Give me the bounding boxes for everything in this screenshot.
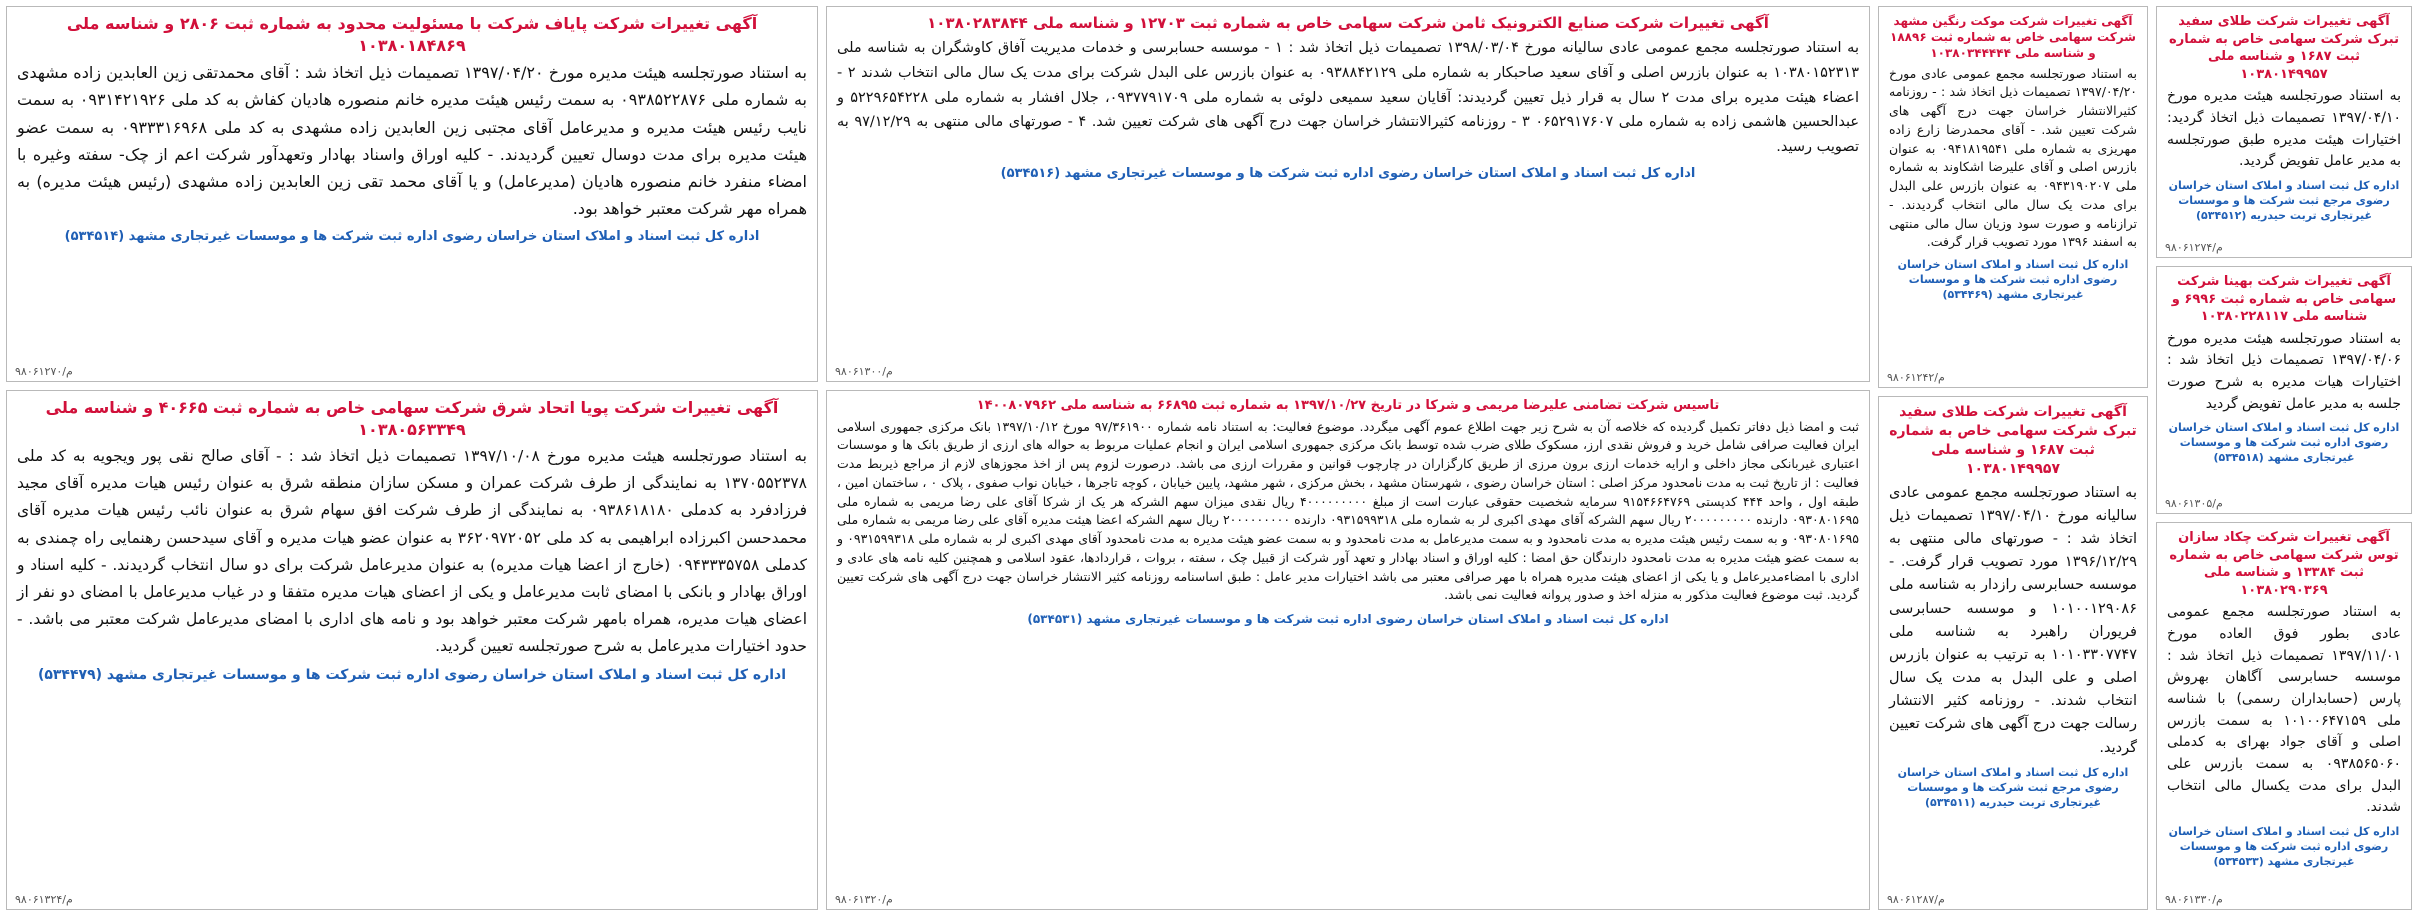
ad-footer: اداره کل ثبت اسناد و املاک استان خراسان رضوی اداره ثبت شرکت ها و موسسات غیرتجاری مشهد (۵۳۴۴۷۹) (37, 667, 787, 684)
ad-payaf (6, 6, 818, 382)
ad-body: به استناد صورتجلسه مجمع عمومی عادی بطور فوق العاده مورخ ۱۳۹۷/۱۱/۰۱ تصمیمات ذیل اتخاذ شد : موسسه حسابرسی آگاهان بهروش پارس (حسابداران رسمی) با شناسه ملی ۱۰۱۰۰۶۴۷۱۵۹ به سمت بازرس اصلی و آقای جواد بهرای به کدملی ۰۹۳۸۵۶۵۰۶۰ به سمت بازرس علی البدل برای مدت یکسال مالی انتخاب شدند. (2167, 604, 2401, 816)
ad-talaye-sefid-assembly (1878, 396, 2148, 910)
ad-code: ۹۸۰۶۱۲۷۴/م (2165, 241, 2223, 254)
ad-title: آگهی تغییرات شرکت طلای سفید تبرک شرکت سهامی خاص به شماره ثبت ۱۶۸۷ و شناسه ملی ۱۰۳۸۰۱۴۹۹۵۷ (1889, 404, 2137, 477)
ad-title: آگهی تغییرات شرکت پایاف شرکت با مسئولیت محدود به شماره ثبت ۲۸۰۶ و شناسه ملی ۱۰۳۸۰۱۸۴۸۶۹ (66, 14, 758, 55)
ad-title: آگهی تغییرات شرکت چکاد سازان توس شرکت سهامی خاص به شماره ثبت ۱۳۳۸۴ و شناسه ملی ۱۰۳۸۰۲۹۰۳۶۹ (2169, 530, 2399, 598)
ad-code: ۹۸۰۶۱۲۷۰/م (15, 365, 73, 378)
ad-title: آگهی تغییرات شرکت بهینا شرکت سهامی خاص به شماره ثبت ۶۹۹۶ و شناسه ملی ۱۰۳۸۰۲۲۸۱۱۷ (2171, 274, 2397, 325)
ad-tazamoni-maryami (826, 390, 1870, 910)
ad-code: ۹۸۰۶۱۳۰۰/م (835, 365, 893, 378)
ad-body: به استناد صورتجلسه مجمع عمومی عادی مورخ ۱۳۹۷/۰۴/۲۰ تصمیمات ذیل اتخاذ شد : - روزنامه کثیرالانتشار خراسان جهت درج آگهی های شرکت تعیین شد. - آقای محمدرضا زارع زاده مهریزی به شماره ملی ۰۹۴۱۸۱۹۵۴۱ به عنوان بازرس اصلی و آقای علیرضا اشکاوند به شماره ملی ۰۹۴۳۱۹۰۲۰۷ به عنوان بازرس علی البدل برای مدت یک سال مالی انتخاب گردیدند. - ترازنامه و صورت سود وزیان سال مالی منتهی به اسفند ۱۳۹۶ مورد تصویب قرار گرفت. (1889, 65, 2138, 250)
ad-body: به استناد صورتجلسه هیئت مدیره مورخ ۱۳۹۷/۰۴/۰۶ تصمیمات ذیل اتخاذ شد : اختیارات هیات مدیره به شرح صورت جلسه به مدیر عامل تفویض گردید (2167, 330, 2401, 412)
ad-footer: اداره کل ثبت اسناد و املاک استان خراسان رضوی مرجع ثبت شرکت ها و موسسات غیرتجاری تربت حیدریه (۵۳۴۵۱۱) (1897, 765, 2129, 809)
ad-title: تاسیس شرکت تضامنی علیرضا مریمی و شرکا در تاریخ ۱۳۹۷/۱۰/۲۷ به شماره ثبت ۶۶۸۹۵ به شناسه ملی ۱۴۰۰۸۰۷۹۶۲ (976, 398, 1720, 413)
ad-code: ۹۸۰۶۱۳۲۰/م (835, 893, 893, 906)
ad-behina (2156, 266, 2412, 514)
ad-code: ۹۸۰۶۱۳۲۴/م (15, 893, 73, 906)
ad-footer: اداره کل ثبت اسناد و املاک استان خراسان رضوی اداره ثبت شرکت ها و موسسات غیرتجاری مشهد (۵۳۴۵۱۶) (1000, 166, 1696, 182)
ad-pouya-ettehad-shargh (6, 390, 818, 910)
ad-footer: اداره کل ثبت اسناد و املاک استان خراسان رضوی اداره ثبت شرکت ها و موسسات غیرتجاری مشهد (۵۳۴۵۱۸) (2168, 421, 2400, 465)
ad-code: ۹۸۰۶۱۲۴۲/م (1887, 371, 1945, 384)
ad-body: به استناد صورتجلسه هیئت مدیره مورخ ۱۳۹۷/۰۴/۱۰ تصمیمات ذیل اتخاذ گردید: اختیارات هیئت مدیره طبق صورتجلسه به مدیر عامل تفویض گردید. (2167, 88, 2401, 170)
ad-sanaye-electronic-samen (826, 6, 1870, 382)
ad-title: آگهی تغییرات شرکت موکت رنگین مشهد شرکت سهامی خاص به شماره ثبت ۱۸۸۹۶ و شناسه ملی ۱۰۳۸۰۳۴۴۴۴۴ (1890, 14, 2136, 61)
ad-talaye-sefid-board (2156, 6, 2412, 258)
ad-code: ۹۸۰۶۱۲۸۷/م (1887, 893, 1945, 906)
ad-body: ثبت و امضا ذیل دفاتر تکمیل گردیده که خلاصه آن به شرح زیر جهت اطلاع عموم آگهی میگردد. موضوع فعالیت: به استناد نامه شماره ۹۷/۳۶۱۹۰۰ مورخ ۱۳۹۷/۱۰/۱۲ بانک مرکزی جمهوری اسلامی ایران فعالیت صرافی شامل خرید و فروش نقدی ارز، مسکوک طلای ضرب شده توسط بانک مرکزی جمهوری اسلامی ایران و انجام عملیات مربوط به حواله های ارزی از طریق بانک ها و موسسات اعتباری غیربانکی مجاز داخلی و ارایه خدمات ارزی برون مرزی از طریق کارگزاران در چارچوب قوانین و مقررات ارزی می باشد. درصورت لزوم پس از اخذ مجوزهای لازم از مراجع ذیربط مدت فعالیت : از تاریخ ثبت به مدت نامحدود مرکز اصلی : استان خراسان رضوی ، شهرستان مشهد ، بخش مرکزی ، شهر مشهد، پایین خیابان ، کوچه تاجرها ، خیابان نواب صفوی ، پلاک ۰ ، ساختمان امین ، طبقه اول ، واحد ۴۴۴ کدپستی ۹۱۵۴۶۶۴۷۶۹ سرمایه شخصیت حقوقی عبارت است از مبلغ ۴۰۰۰۰۰۰۰۰۰ ریال نقدی میزان سهم الشرکه هر یک از شرکا آقای علی رضا مریمی به شماره ملی ۰۹۳۰۸۰۱۶۹۵ دارنده ۲۰۰۰۰۰۰۰۰۰ ریال سهم الشرکه آقای مهدی اکبری لر به شماره ملی ۰۹۳۱۵۹۹۳۱۸ دارنده ۲۰۰۰۰۰۰۰۰۰ ریال سهم الشرکه اعضا هیئت مدیره آقای علی رضا مریمی به شماره ملی ۰۹۳۰۸۰۱۶۹۵ و به سمت رئیس هیئت مدیره به مدت نامحدود و به سمت مدیرعامل به مدت نامحدود و به سمت عضو هیئت مدیره به مدت نامحدود آقای مهدی اکبری لر به شماره ملی ۰۹۳۱۵۹۹۳۱۸ و به سمت عضو هیئت مدیره به مدت نامحدود دارندگان حق امضا : کلیه اوراق و اسناد بهادار و تعهد آور شرکت از قبیل چک ، سفته ، بروات ، قراردادها، عقود اسلامی و همچنین کلیه نامه های عادی و اداری با امضاءمدیرعامل و یا یکی از اعضای هیئت مدیره همراه با مهر صرافی معتبر می باشد اختیارات مدیر عامل : طبق اساسنامه روزنامه کثیر الانتشار خراسان جهت درج آگهی های شرکت تعیین گردید. ثبت موضوع فعالیت مذکور به منزله اخذ و صدور پروانه فعالیت نمی باشد. (837, 418, 1860, 603)
ad-footer: اداره کل ثبت اسناد و املاک استان خراسان رضوی اداره ثبت شرکت ها و موسسات غیرتجاری مشهد (۵۳۴۵۳۱) (1027, 612, 1669, 627)
ad-body: به استناد صورتجلسه مجمع عمومی عادی سالیانه مورخ ۱۳۹۸/۰۳/۰۴ تصمیمات ذیل اتخاذ شد : ۱ - موسسه حسابرسی و خدمات مدیریت آفاق کاوشگران به شناسه ملی ۱۰۳۸۰۱۵۲۳۱۳ به عنوان بازرس اصلی و آقای سعید صاحبکار به شماره ملی ۰۹۳۸۸۴۲۱۲۹ به عنوان بازرس علی البدل شرکت برای مدت یک سال مالی انتخاب شدند ۲ - اعضاء هیئت مدیره برای مدت ۲ سال به قرار ذیل تعیین گردیدند: آقایان سعید سمیعی دلوئی به شماره ملی ۰۹۳۷۷۹۱۷۰۹، جلال افشار به شماره ملی ۵۲۲۹۶۵۴۲۲۸ و عبدالحسین هاشمی زاده به شماره ملی ۰۶۵۲۹۱۷۶۰۷ ۳ - روزنامه کثیرالانتشار خراسان جهت درج آگهی های شرکت تعیین شد. ۴ - صورتهای مالی منتهی به ۹۷/۱۲/۲۹ به تصویب رسید. (837, 40, 1860, 155)
ad-footer: اداره کل ثبت اسناد و املاک استان خراسان رضوی اداره ثبت شرکت ها و موسسات غیرتجاری مشهد (۵۳۴۵۱۴) (64, 229, 760, 245)
ad-title: آگهی تغییرات شرکت پویا اتحاد شرق شرکت سهامی خاص به شماره ثبت ۴۰۶۶۵ و شناسه ملی ۱۰۳۸۰۵۶۳۳۴۹ (45, 398, 779, 439)
ad-footer: اداره کل ثبت اسناد و املاک استان خراسان رضوی مرجع ثبت شرکت ها و موسسات غیرتجاری تربت حیدریه (۵۳۴۵۱۲) (2168, 178, 2400, 222)
ad-moket-rangin (1878, 6, 2148, 388)
ad-title: آگهی تغییرات شرکت صنایع الکترونیک ثامن شرکت سهامی خاص به شماره ثبت ۱۲۷۰۳ و شناسه ملی ۱۰۳۸۰۲۸۳۸۴۴ (927, 14, 1769, 32)
ad-footer: اداره کل ثبت اسناد و املاک استان خراسان رضوی اداره ثبت شرکت ها و موسسات غیرتجاری مشهد (۵۳۴۴۶۹) (1897, 258, 2129, 301)
ad-body: به استناد صورتجلسه هیئت مدیره مورخ ۱۳۹۷/۱۰/۰۸ تصمیمات ذیل اتخاذ شد : - آقای صالح نقی پور ویجویه به کد ملی ۱۳۷۰۵۵۲۳۷۸ به نمایندگی از طرف شرکت عمران و مسکن سازان منطقه شرق به عنوان رئیس هیات مدیره آقای مجید فرزادفرد به کدملی ۰۹۳۸۶۱۸۱۸۰ به نمایندگی از طرف شرکت افق سهام شرق به عنوان نائب رئیس هیات مدیره آقای محمدحسن اکبرزاده ابراهیمی به کد ملی ۳۶۲۰۹۷۲۰۵۲ به عنوان عضو هیات مدیره و آقای سیدحسن رهنمایی راه چمندی به کدملی ۰۹۴۳۳۳۵۷۵۸ (خارج از اعضا هیات مدیره) به عنوان مدیرعامل شرکت برای دو سال انتخاب گردیدند. - کلیه اسناد و اوراق بهادار و بانکی با امضای ثابت مدیرعامل و یکی از اعضای هیات مدیره متفقا و در غیاب مدیرعامل با امضای دو نفر از اعضای هیات مدیره، همراه بامهر شرکت معتبر خواهد بود و نامه های اداری با امضای مدیرعامل شرکت معتبر می باشد. - حدود اختیارات مدیرعامل به شرح صورتجلسه تعیین گردید. (17, 447, 808, 656)
ad-body: به استناد صورتجلسه هیئت مدیره مورخ ۱۳۹۷/۰۴/۲۰ تصمیمات ذیل اتخاذ شد : آقای محمدتقی زین العابدین زاده مشهدی به شماره ملی ۰۹۳۸۵۲۲۸۷۶ به سمت رئیس هیئت مدیره خانم منصوره هادیان کفاش به کد ملی ۰۹۳۱۴۲۱۹۲۶ به سمت نایب رئیس هیئت مدیره و مدیرعامل آقای مجتبی زین العابدین زاده مشهدی به کد ملی ۰۹۳۳۳۱۶۹۶۸ به سمت عضو هیئت مدیره برای مدت دوسال تعیین گردیدند. - کلیه اوراق واسناد بهادار وتعهدآور شرکت اعم از چک- سفته وغیره با امضاء منفرد خانم منصوره هادیان (مدیرعامل) و یا آقای محمد تقی زین العابدین زاده مشهدی (رئیس هیئت مدیره) به همراه مهر شرکت معتبر خواهد بود. (17, 63, 808, 219)
ad-code: ۹۸۰۶۱۳۰۵/م (2165, 497, 2223, 510)
ad-code: ۹۸۰۶۱۳۳۰/م (2165, 893, 2223, 906)
ad-body: به استناد صورتجلسه مجمع عمومی عادی سالیانه مورخ ۱۳۹۷/۰۴/۱۰ تصمیمات ذیل اتخاذ شد : - صورتهای مالی منتهی به ۱۳۹۶/۱۲/۲۹ مورد تصویب قرار گرفت. - موسسه حسابرسی رازدار به شناسه ملی ۱۰۱۰۰۱۲۹۰۸۶ و موسسه حسابرسی فریوران راهبرد به شناسه ملی ۱۰۱۰۳۳۰۷۷۴۷ به ترتیب به عنوان بازرس اصلی و علی البدل به مدت یک سال انتخاب شدند. - روزنامه کثیر الانتشار رسالت جهت درج آگهی های شرکت تعیین گردید. (1889, 484, 2137, 756)
ad-footer: اداره کل ثبت اسناد و املاک استان خراسان رضوی اداره ثبت شرکت ها و موسسات غیرتجاری مشهد (۵۳۴۵۳۳) (2168, 825, 2400, 868)
ad-chakad-sazan (2156, 522, 2412, 910)
ad-title: آگهی تغییرات شرکت طلای سفید تبرک شرکت سهامی خاص به شماره ثبت ۱۶۸۷ و شناسه ملی ۱۰۳۸۰۱۴۹۹۵۷ (2169, 14, 2399, 82)
